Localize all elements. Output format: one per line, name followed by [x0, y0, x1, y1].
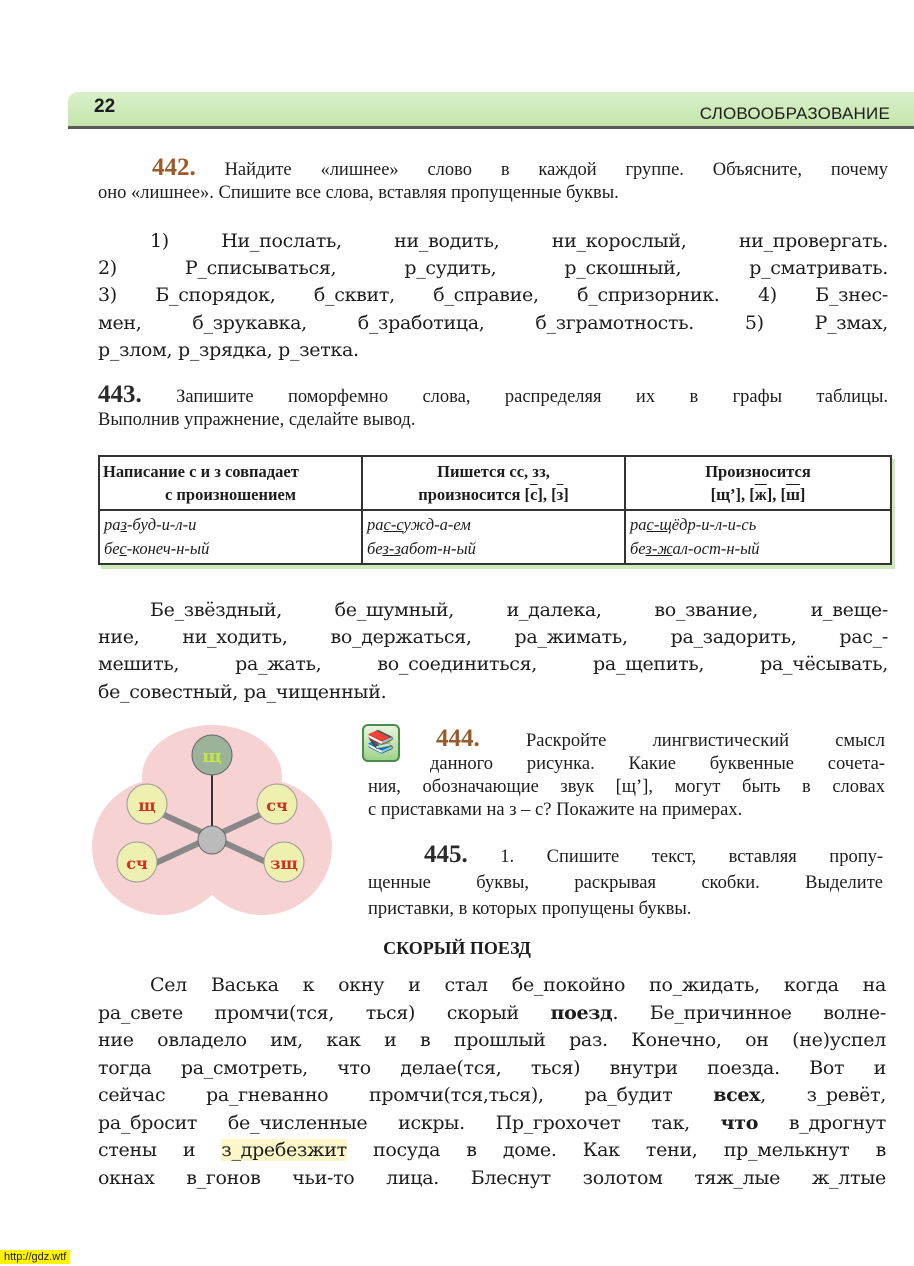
text-title: СКОРЫЙ ПОЕЗД	[383, 938, 531, 958]
page-number: 22	[94, 96, 116, 117]
task-line: данного рисунка. Какие буквенные сочета-	[430, 754, 885, 774]
exercise-number: 445.	[424, 841, 468, 868]
svg-text:щ: щ	[202, 746, 222, 767]
word-line: мешить, ра_жать, во_соединиться, ра_щепить, ра_чёсывать,	[98, 653, 888, 676]
text-line: ра_свете промчи(тся, ться) скорый поезд. Бе_причинное волне-	[98, 1001, 886, 1024]
word-line: ние, ни_ходить, во_держаться, ра_жимать, ра_задорить, рас_-	[98, 626, 888, 649]
word-line: бе_совестный, ра_чищенный.	[98, 680, 387, 703]
svg-text:сч: сч	[266, 796, 288, 815]
text-line: ра_бросит бе_численные искры. Пр_грохочет так, что в_дрогнут	[98, 1111, 886, 1134]
text-line: окнах в_гонов чьи-то лица. Блеснут золотом тяж_лые ж_лтые	[98, 1166, 886, 1189]
highlighted-word: з_дребезжит	[221, 1139, 347, 1161]
task-line: Запишите поморфемно слова, распределяя их в графы таблицы.	[176, 387, 888, 407]
exercise-number: 442.	[152, 154, 196, 181]
table-cell: рас-щёдр-и-л-и-сь без-жал-ост-н-ый	[625, 510, 891, 564]
task-line: Раскройте лингвистический смысл	[525, 731, 886, 751]
column-header: Пишется сс, зз, произносится [с], [з]	[362, 456, 625, 510]
lamp-shade	[192, 735, 232, 775]
word-line: мен, б_зрукавка, б_зработица, б_зграмотность. 5) Р_змах,	[98, 311, 888, 334]
exercise-number: 443.	[98, 381, 142, 408]
column-header: Произносится [щ’], [ж], [ш]	[625, 456, 891, 510]
exercise-445-task	[368, 842, 883, 922]
books-icon: 📚	[362, 724, 400, 762]
exercise-443-words	[98, 597, 888, 706]
exercise-444	[368, 725, 886, 822]
exercise-445-text	[98, 972, 886, 1192]
chandelier-illustration	[92, 722, 332, 918]
table-cell: раз-буд-и-л-и бес-конеч-н-ый	[99, 510, 362, 564]
word-line: 2) Р_списываться, р_судить, р_скошный, р_сматривать.	[98, 257, 888, 280]
text-line: Сел Васька к окну и стал бе_покойно по_жидать, когда на	[150, 974, 886, 996]
lamp-shade	[264, 842, 304, 882]
running-header	[68, 92, 914, 129]
exercise-442-task	[98, 156, 888, 205]
task-line: приставки, в которых пропущены буквы.	[368, 899, 692, 919]
word-line: 1) Ни_послать, ни_водить, ни_корослый, ни_провергать.	[150, 230, 888, 252]
word-line: Бе_звёздный, бе_шумный, и_далека, во_звание, и_веще-	[150, 599, 888, 621]
exercise-443-task	[98, 383, 888, 432]
svg-text:зщ: зщ	[270, 854, 298, 873]
word-line: 3) Б_спорядок, б_сквит, б_справие, б_спризорник. 4) Б_знес-	[98, 284, 888, 307]
task-line: щенные буквы, раскрывая скобки. Выделите	[368, 873, 883, 893]
task-line: 1. Спишите текст, вставляя пропу-	[500, 847, 884, 867]
text-line: сейчас ра_гневанно промчи(тся,ться), ра_будит всех, з_ревёт,	[98, 1084, 887, 1106]
table-header-row	[99, 456, 891, 510]
exercise-442-words	[98, 228, 888, 364]
svg-text:щ: щ	[138, 796, 156, 815]
task-line: ния, обозначающие звук [щ’], могут быть в словах	[368, 777, 885, 797]
task-line: с приставками на з – с? Покажите на примерах.	[368, 800, 743, 820]
task-line: оно «лишнее». Спишите все слова, вставляя пропущенные буквы.	[98, 183, 619, 203]
table-cell: рас-сужд-а-ем без-забот-н-ый	[362, 510, 625, 564]
morpheme-table	[98, 455, 892, 565]
chapter-title: СЛОВООБРАЗОВАНИЕ	[699, 104, 890, 123]
source-url-link[interactable]: http://gdz.wtf	[0, 1250, 70, 1264]
svg-text:сч: сч	[126, 854, 148, 873]
lamp-shade	[257, 784, 297, 824]
text-line: тогда ра_смотреть, что делае(тся, ться) внутри поезда. Вот и	[98, 1056, 886, 1079]
text-line: стены и з_дребезжит посуда в доме. Как тени, пр_мелькнут в	[98, 1139, 886, 1161]
lamp-shade	[117, 842, 157, 882]
task-line: Найдите «лишнее» слово в каждой группе. Объясните, почему	[224, 160, 888, 180]
word-line: р_злом, р_зрядка, р_зетка.	[98, 338, 359, 361]
lamp-shade	[127, 784, 167, 824]
task-line: Выполнив упражнение, сделайте вывод.	[98, 410, 416, 430]
table-row	[99, 510, 891, 564]
text-line: ние овладело им, как и в прошлый раз. Конечно, он (не)успел	[98, 1029, 886, 1051]
column-header: Написание с и з совпадает с произношением	[99, 456, 362, 510]
exercise-number: 444.	[436, 725, 480, 752]
